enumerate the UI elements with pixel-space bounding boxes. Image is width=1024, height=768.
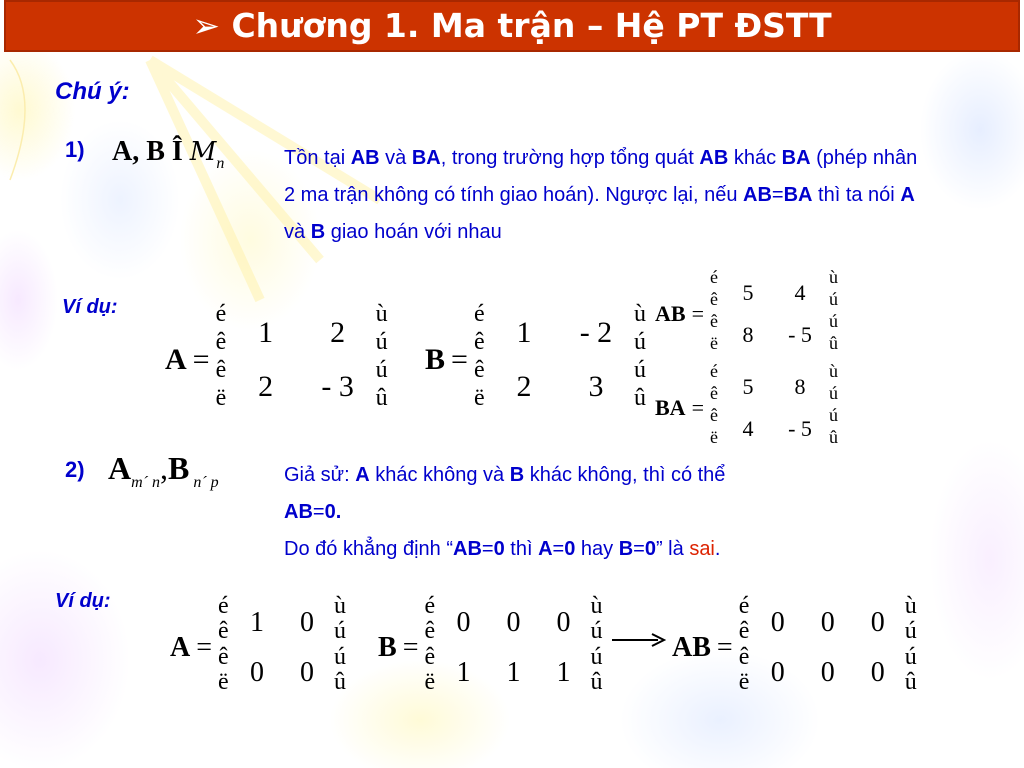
matrix-right-bracket-glyph: û	[590, 669, 603, 695]
matrix-right-bracket-glyph: ú	[633, 357, 646, 383]
example1-matrix-BA	[655, 361, 838, 450]
matrix-cell: 8	[742, 322, 754, 347]
item2-line3-run: thì	[504, 538, 539, 560]
item2-line3-run: hay	[575, 538, 619, 560]
matrix-cell: 0	[820, 607, 835, 638]
matrix-cell: 0	[300, 657, 315, 688]
matrix-right-bracket-glyph: ú	[334, 643, 347, 670]
item2-line3-run: 0	[493, 538, 505, 560]
matrix-right-bracket-glyph: ú	[375, 329, 388, 355]
item2-line3-run: A	[538, 538, 553, 560]
matrix-left-bracket-glyph: ë	[424, 669, 436, 695]
matrix-left-bracket-glyph: é	[709, 361, 718, 381]
slide-title: ➢ Chương 1. Ma trận – Hệ PT ĐSTT	[192, 6, 832, 45]
item2-B: B	[168, 450, 190, 486]
item2-line1	[284, 457, 934, 494]
matrix-right-bracket-glyph: ú	[334, 618, 347, 645]
matrix-right-bracket-glyph: û	[828, 333, 838, 353]
matrix-equals: =	[402, 632, 419, 663]
item1-para-run: BA	[783, 184, 813, 206]
item2-line3-run: Do đó khẳng định “	[284, 538, 454, 560]
item2-A: A	[108, 450, 132, 486]
matrix-left-bracket-glyph: é	[424, 593, 436, 619]
item2-line3-run: =	[552, 538, 565, 560]
matrix-cell: 0	[456, 607, 471, 638]
item2-line3-run: =	[633, 538, 645, 560]
matrix-body	[709, 267, 838, 356]
matrix-name: AB	[655, 301, 686, 326]
matrix-wrap	[672, 593, 917, 698]
matrix-right-bracket-glyph: û	[904, 669, 917, 695]
item1-para-run: , trong trường hợp tổng quát	[440, 147, 700, 169]
matrix-right-bracket-glyph: ú	[633, 329, 646, 355]
item2-line3-run: 0	[564, 538, 576, 560]
item2-line1-run: khác không và	[369, 464, 510, 486]
matrix-name: A	[170, 632, 191, 663]
matrix-right-bracket-glyph: ú	[590, 618, 603, 645]
matrix-right-bracket-glyph: ú	[375, 357, 388, 383]
matrix-right-bracket-glyph: û	[375, 385, 388, 411]
item1-para-run: AB	[743, 184, 772, 206]
item1-para-run: BA	[781, 147, 811, 169]
note-label: Chú ý:	[55, 78, 130, 105]
matrix-wrap	[170, 593, 347, 698]
item1-para-run: Tồn tại	[284, 147, 351, 169]
matrix-left-bracket-glyph: ë	[709, 333, 718, 353]
item1-para-run: B	[310, 221, 326, 243]
matrix-right-bracket-glyph: ú	[828, 289, 838, 309]
matrix-cell: 0	[556, 607, 571, 638]
item1-formula-script: M	[189, 137, 217, 167]
item1-para-run: giao hoán với nhau	[325, 221, 502, 243]
item2-B-sub: n´ p	[193, 474, 219, 491]
matrix-left-bracket-glyph: ê	[215, 357, 227, 383]
matrix-right-bracket-glyph: û	[334, 669, 347, 695]
matrix-left-bracket-glyph: é	[218, 593, 229, 619]
matrix-left-bracket-glyph: ë	[738, 669, 750, 695]
item2-number: 2)	[65, 457, 85, 482]
item1-para-run: AB	[699, 147, 729, 169]
matrix-cell: 0	[300, 607, 315, 638]
item1-formula	[112, 136, 225, 172]
matrix-left-bracket-glyph: ê	[709, 289, 718, 309]
item2-line3-run: B	[618, 538, 634, 560]
item2-line3	[284, 531, 934, 568]
matrix-cell: 8	[794, 374, 806, 399]
item2-line3-run: =	[481, 538, 494, 560]
matrix-cell: 2	[258, 370, 274, 403]
matrix-cell: 2	[516, 370, 532, 403]
matrix-cell: 4	[794, 280, 806, 305]
item2-line3-run: .	[714, 538, 721, 560]
example2-matrix-B	[378, 593, 603, 698]
matrix-left-bracket-glyph: ê	[424, 643, 436, 670]
example1-matrix-A	[165, 301, 388, 414]
matrix-left-bracket-glyph: ê	[218, 643, 229, 670]
balloon-bottom-left-purple	[0, 550, 130, 768]
example1-matrix-AB	[655, 267, 838, 356]
item2-line1-run: khác không, thì có thể	[524, 464, 726, 486]
matrix-right-bracket-glyph: ù	[828, 361, 838, 381]
matrix-right-bracket-glyph: ú	[828, 311, 838, 331]
matrix-left-bracket-glyph: é	[709, 267, 718, 287]
matrix-equals: =	[716, 632, 733, 663]
item2-A-sub: m´ n	[131, 474, 160, 491]
item1-para-run: AB	[350, 147, 380, 169]
matrix-equals: =	[691, 301, 704, 326]
item2-line2	[284, 494, 934, 531]
matrix-left-bracket-glyph: ê	[473, 329, 485, 355]
item2-line2-run: AB	[284, 501, 313, 523]
matrix-right-bracket-glyph: ú	[904, 643, 917, 670]
item1-para-run: và	[379, 147, 412, 169]
item1-para-run: A	[900, 184, 915, 206]
matrix-right-bracket-glyph: ú	[828, 405, 838, 425]
matrix-cell: - 2	[579, 316, 613, 349]
matrix-left-bracket-glyph: é	[215, 301, 227, 327]
matrix-cell: 5	[742, 280, 754, 305]
matrix-left-bracket-glyph: ë	[215, 385, 227, 411]
matrix-left-bracket-glyph: ë	[709, 427, 718, 447]
item2-line1-run: Giả sử:	[284, 464, 356, 486]
matrix-cell: 1	[506, 657, 521, 688]
matrix-wrap	[655, 361, 838, 450]
matrix-left-bracket-glyph: ê	[738, 618, 750, 645]
balloon-right-purple	[930, 440, 1024, 680]
example2-label: Ví dụ:	[55, 590, 111, 612]
matrix-wrap	[165, 301, 388, 414]
matrix-cell: 4	[742, 416, 754, 441]
item1-formula-main: A, B Î	[112, 136, 190, 167]
matrix-body	[218, 593, 347, 698]
matrix-right-bracket-glyph: ù	[375, 301, 388, 327]
item2-line3-run: AB	[453, 538, 482, 560]
item2-formula	[108, 450, 219, 491]
matrix-cell: 1	[516, 316, 532, 349]
example1-matrix-B	[425, 301, 646, 414]
matrix-right-bracket-glyph: ù	[590, 593, 603, 619]
item1-formula-sub: n	[216, 155, 225, 172]
matrix-wrap	[425, 301, 646, 414]
matrix-wrap	[655, 267, 838, 356]
example1-label: Ví dụ:	[62, 296, 118, 318]
item2-line2-run: 0.	[324, 501, 342, 523]
matrix-cell: 0	[250, 657, 265, 688]
matrix-right-bracket-glyph: ù	[828, 267, 838, 287]
title-bar	[4, 0, 1020, 52]
matrix-cell: - 3	[321, 370, 354, 403]
item1-paragraph	[284, 140, 924, 251]
matrix-cell: 0	[770, 607, 785, 638]
item1-number: 1)	[65, 137, 85, 162]
item1-para-run: và	[284, 221, 311, 243]
item1-para-run: =	[771, 184, 784, 206]
matrix-left-bracket-glyph: ê	[215, 329, 227, 355]
matrix-left-bracket-glyph: ê	[709, 311, 718, 331]
matrix-left-bracket-glyph: ë	[218, 669, 229, 695]
matrix-left-bracket-glyph: ê	[424, 618, 436, 645]
matrix-right-bracket-glyph: ú	[904, 618, 917, 645]
matrix-left-bracket-glyph: ê	[709, 405, 718, 425]
matrix-left-bracket-glyph: ê	[473, 357, 485, 383]
matrix-equals: =	[691, 395, 704, 420]
item2-line2-run: =	[312, 501, 325, 523]
matrix-name: B	[378, 632, 397, 663]
item2-line3-run: ” là	[655, 538, 690, 560]
item1-para-run: khác	[728, 147, 782, 169]
matrix-cell: - 5	[788, 416, 812, 441]
matrix-cell: 2	[330, 316, 346, 349]
matrix-name: B	[425, 343, 446, 376]
balloon-top-left-yellow	[0, 40, 75, 180]
matrix-left-bracket-glyph: é	[473, 301, 485, 327]
matrix-left-bracket-glyph: ê	[738, 643, 750, 670]
matrix-right-bracket-glyph: ú	[590, 643, 603, 670]
matrix-equals: =	[451, 343, 468, 376]
matrix-right-bracket-glyph: ù	[633, 301, 646, 327]
matrix-left-bracket-glyph: ë	[473, 385, 485, 411]
matrix-cell: - 5	[788, 322, 812, 347]
matrix-cell: 0	[870, 657, 885, 688]
item2-line3-run: sai	[689, 538, 715, 560]
matrix-body	[424, 593, 603, 698]
matrix-right-bracket-glyph: ù	[334, 593, 347, 619]
balloon-left-purple	[0, 230, 58, 370]
matrix-cell: 1	[456, 657, 471, 688]
matrix-body	[215, 301, 388, 414]
item2-text	[284, 457, 934, 568]
matrix-equals: =	[196, 632, 213, 663]
matrix-left-bracket-glyph: é	[738, 593, 750, 619]
matrix-equals: =	[192, 343, 210, 376]
matrix-cell: 0	[506, 607, 521, 638]
matrix-name: A	[165, 343, 187, 376]
item1-para-run: BA	[411, 147, 441, 169]
matrix-cell: 1	[258, 316, 274, 349]
matrix-cell: 5	[742, 374, 754, 399]
item1-para-run: (phép nhân 2 ma trận không có tính giao hoán). Ngược lại, nếu	[284, 147, 918, 206]
item2-line1-run: B	[509, 464, 525, 486]
matrix-body	[709, 361, 838, 450]
matrix-cell: 0	[770, 657, 785, 688]
matrix-cell: 3	[588, 370, 604, 403]
matrix-cell: 0	[820, 657, 835, 688]
matrix-name: BA	[655, 395, 686, 420]
balloon-top-right-blue	[920, 50, 1024, 210]
item2-comma: ,	[160, 450, 168, 486]
example2-matrix-A	[170, 593, 347, 698]
matrix-right-bracket-glyph: û	[633, 385, 646, 411]
matrix-left-bracket-glyph: ê	[218, 618, 229, 645]
item2-line1-run: A	[355, 464, 370, 486]
example2-matrix-AB	[672, 593, 917, 698]
matrix-right-bracket-glyph: û	[828, 427, 838, 447]
right-arrow-icon	[612, 632, 666, 648]
matrix-cell: 1	[556, 657, 571, 688]
matrix-wrap	[378, 593, 603, 698]
matrix-right-bracket-glyph: ú	[828, 383, 838, 403]
item1-para-run: thì ta nói	[812, 184, 901, 206]
matrix-cell: 0	[870, 607, 885, 638]
matrix-name: AB	[672, 632, 711, 663]
matrix-body	[473, 301, 646, 414]
item2-line3-run: 0	[644, 538, 656, 560]
matrix-cell: 1	[250, 607, 265, 638]
matrix-right-bracket-glyph: ù	[904, 593, 917, 619]
matrix-body	[738, 593, 917, 698]
matrix-left-bracket-glyph: ê	[709, 383, 718, 403]
